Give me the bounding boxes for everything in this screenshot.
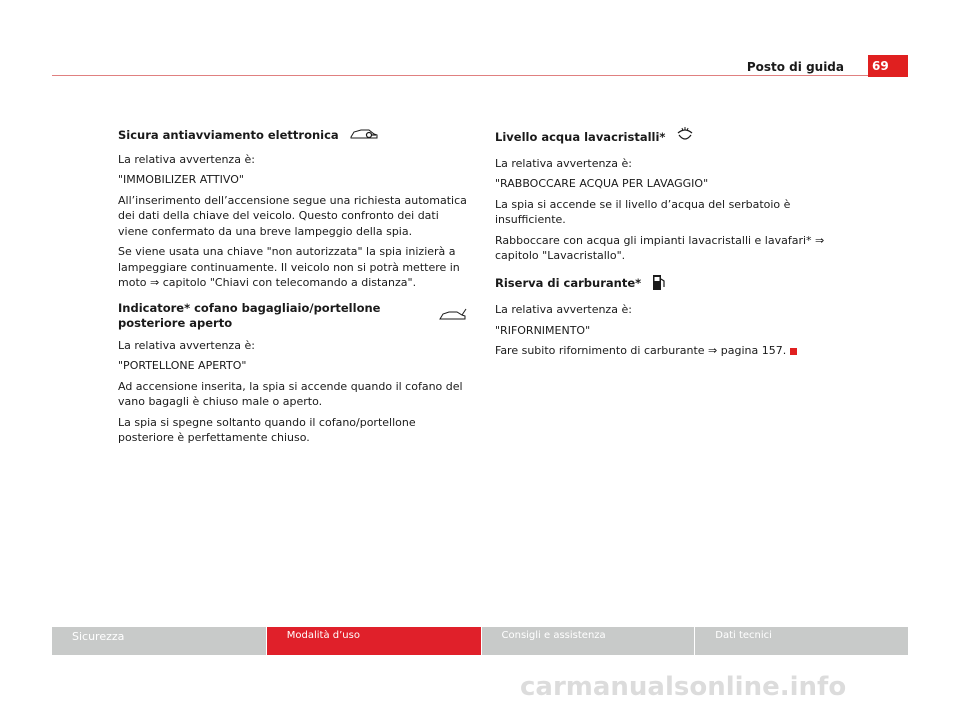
heading-text: Riserva di carburante* — [495, 276, 642, 290]
header-rule — [52, 75, 868, 76]
paragraph — [495, 343, 855, 359]
heading-text: Sicura antiavviamento elettronica — [118, 127, 339, 142]
paragraph: La spia si spegne soltanto quando il cofano/portellone posteriore è perfettamente chiuso. — [118, 415, 416, 444]
paragraph: "PORTELLONE APERTO" — [118, 359, 247, 372]
page-header-title: Posto di guida — [746, 60, 844, 74]
paragraph: "IMMOBILIZER ATTIVO" — [118, 173, 244, 186]
tab-modalita-uso[interactable]: Modalità d’uso — [267, 627, 481, 655]
heading-text: Livello acqua lavacristalli* — [495, 129, 666, 144]
section-heading — [118, 301, 468, 332]
paragraph: La relativa avvertenza è: — [118, 152, 255, 166]
paragraph: La relativa avvertenza è: — [118, 338, 255, 352]
washer-fluid-icon — [675, 125, 695, 150]
tab-sicurezza[interactable]: Sicurezza — [52, 627, 266, 655]
paragraph: "RABBOCCARE ACQUA PER LAVAGGIO" — [495, 177, 709, 190]
fuel-pump-icon — [651, 272, 667, 297]
end-of-section-marker — [790, 348, 797, 355]
paragraph: Rabboccare con acqua gli impianti lavacristalli e lavafari* ⇒ capitolo "Lavacristallo". — [495, 233, 825, 262]
page-number: 69 — [868, 55, 908, 77]
right-column — [495, 125, 855, 364]
paragraph: "RIFORNIMENTO" — [495, 323, 591, 337]
paragraph: La relativa avvertenza è: — [495, 303, 632, 316]
section-heading — [495, 272, 855, 297]
tab-consigli-assistenza[interactable]: Consigli e assistenza — [482, 627, 695, 655]
heading-text: Indicatore* cofano bagagliaio/portellone posteriore aperto — [118, 300, 381, 330]
paragraph: La relativa avvertenza è: — [495, 156, 632, 170]
paragraph: La spia si accende se il livello d’acqua del serbatoio è insufficiente. — [495, 197, 791, 226]
car-key-icon — [349, 125, 379, 146]
footer-nav — [52, 627, 908, 655]
paragraph: Ad accensione inserita, la spia si accende quando il cofano del vano bagagli è chiuso male o aperto. — [118, 379, 463, 408]
paragraph: Se viene usata una chiave "non autorizzata" la spia inizierà a lampeggiare continuamente. Il veicolo non si potrà mettere in moto ⇒ capitolo "Chiavi con telecomando a distanza". — [118, 245, 460, 289]
paragraph-text: Fare subito rifornimento di carburante ⇒ pagina 157. — [495, 344, 787, 357]
section-heading — [495, 125, 855, 150]
paragraph: All’inserimento dell’accensione segue una richiesta automatica dei dati della chiave del veicolo. Questo confronto dei dati viene confermato da una breve lampeggio della spia. — [118, 193, 467, 238]
tab-dati-tecnici[interactable]: Dati tecnici — [695, 627, 908, 655]
left-column — [118, 125, 468, 451]
watermark: carmanualsonline.info — [520, 672, 847, 702]
car-trunk-open-icon — [438, 306, 468, 327]
section-heading — [118, 125, 468, 146]
